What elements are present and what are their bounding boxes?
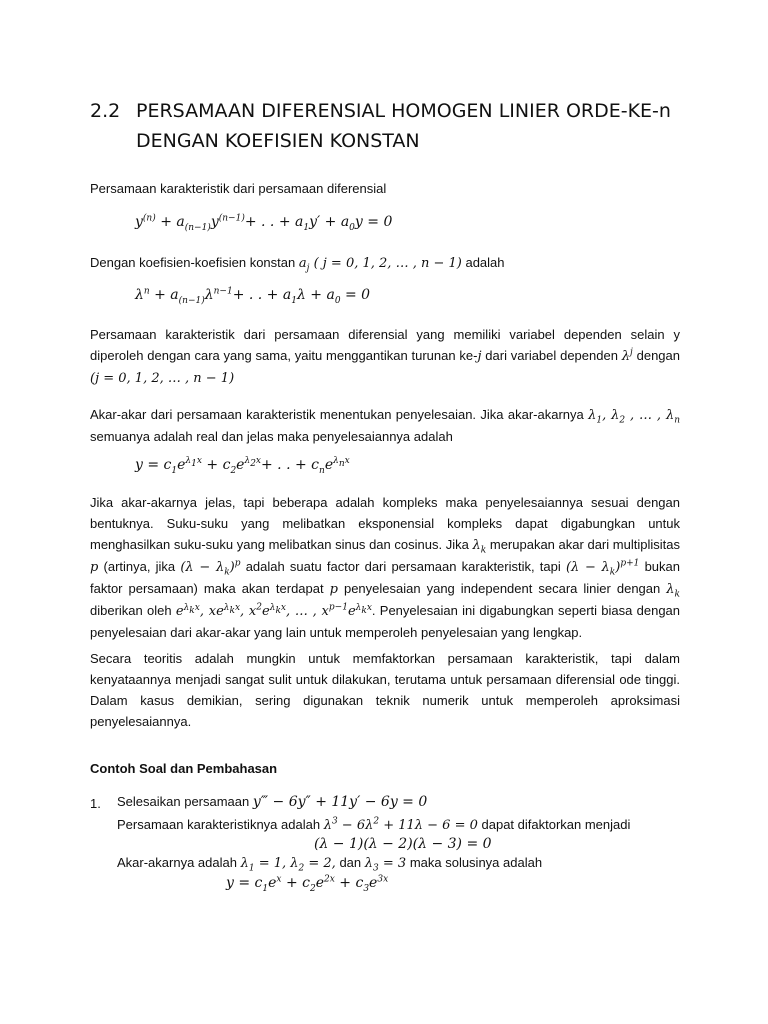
- text-p2b: adalah: [465, 255, 505, 270]
- equation-example-factored: (λ − 1)(λ − 2)(λ − 3) = 0: [314, 836, 492, 852]
- math-factor-p: $(\lambda - \lambda_k)^p$: [180, 558, 241, 578]
- paragraph-dependent-variable: [90, 324, 680, 389]
- math-aj: $a_j$ ( j = 0, 1, 2, … , n − 1): [298, 256, 462, 274]
- text-example-line3: Akar-akarnya adalah: [117, 855, 237, 870]
- math-roots: $\lambda_1$, $\lambda_2$ , … , $\lambda_n$: [588, 408, 680, 426]
- text-p4b: semuanya adalah real dan jelas maka penyelesaiannya adalah: [90, 429, 453, 444]
- equation-ode: $y^{(n)} + a_{(n-1)}y^{(n-1)}+$ . . + $a_1y' + a_0y = 0$: [135, 213, 393, 233]
- equation-general-solution: $y = c_1e^{\lambda_1x} + c_2e^{\lambda_2x}+$ . . + $c_ne^{\lambda_nx}$: [135, 456, 350, 476]
- text-p3a: Persamaan karakteristik dari persamaan diferensial yang memiliki variabel dependen selain y diperoleh dengan cara yang sama, yaitu menggantikan turunan ke-: [90, 327, 680, 363]
- math-j: j: [477, 349, 482, 364]
- paragraph-numerical: Secara teoritis adalah mungkin untuk memfaktorkan persamaan karakteristik, tapi dalam kenyataannya menjadi sangat sulit untuk dilakukan, terutama untuk persamaan diferensial ode tinggi. Dalam kasus demikian, sering digunakan teknik numerik untuk memperoleh aproksimasi penyelesaiannya.: [90, 651, 680, 729]
- text-p3b: dari variabel dependen: [485, 348, 618, 363]
- text-p5e: bukan faktor persamaan) maka akan terdapat: [90, 559, 680, 596]
- example-number: 1.: [90, 796, 101, 811]
- text-p5d: adalah suatu factor dari persamaan karakteristik, tapi: [245, 559, 561, 574]
- math-example-char: $\lambda^3 - 6\lambda^2 + 11\lambda - 6 = 0$: [323, 816, 478, 833]
- example-line-1: [117, 794, 427, 810]
- math-factor-p1: $(\lambda - \lambda_k)^{p+1}$: [565, 558, 640, 578]
- text-p2a: Dengan koefisien-koefisien konstan: [90, 255, 296, 270]
- text-p5a: Jika akar-akarnya jelas, tapi beberapa adalah kompleks maka penyelesaiannya sesuai dengan bentuknya. Suku-suku yang melibatkan eksponensial kompleks dapat digabungkan untuk menghasilkan suku-suku yang melibatkan sinus dan cosinus. Jika: [90, 495, 680, 552]
- math-lambda-k: $\lambda_k$: [472, 538, 487, 556]
- text-p5h: . Penyelesaian ini digabungkan seperti biasa dengan penyelesaian dari akar-akar yang lain untuk memperoleh penyelesaian yang lengkap.: [90, 603, 681, 640]
- math-solution-terms: $e^{\lambda_kx}$, $xe^{\lambda_kx}$, $x^2e^{\lambda_kx}$, … , $x^{p-1}e^{\lambda_kx}$: [175, 602, 372, 619]
- text-example-line1: Selesaikan persamaan: [117, 794, 250, 809]
- text-example-line2b: dapat difaktorkan menjadi: [481, 817, 631, 832]
- math-example-roots12: $\lambda_1 = 1$, $\lambda_2 = 2$,: [240, 856, 336, 874]
- paragraph-coefficients: [90, 252, 680, 274]
- equation-example-solution: $y = c_1e^x + c_2e^{2x} + c_3e^{3x}$: [226, 874, 389, 894]
- math-j-range: (j = 0, 1, 2, … , n − 1): [90, 371, 235, 386]
- section-number: 2.2: [90, 100, 121, 122]
- paragraph-roots: [90, 404, 680, 447]
- equation-characteristic: $\lambda^n + a_{(n-1)}\lambda^{n-1}+$ . . + $a_1\lambda + a_0 = 0$: [135, 286, 371, 306]
- math-example-root3: $\lambda_3 = 3$: [364, 856, 407, 874]
- paragraph-complex-roots: [90, 492, 680, 643]
- text-p5c: (artinya, jika: [103, 559, 176, 574]
- math-p2: p: [329, 582, 338, 597]
- paragraph-intro: Persamaan karakteristik dari persamaan diferensial: [90, 181, 387, 196]
- text-example-line3c: maka solusinya adalah: [409, 855, 543, 870]
- text-p3c: dengan: [636, 348, 680, 363]
- text-p5g: diberikan oleh: [90, 603, 172, 618]
- text-example-line3b: dan: [339, 855, 362, 870]
- text-p4a: Akar-akar dari persamaan karakteristik menentukan penyelesaian. Jika akar-akarnya: [90, 407, 584, 422]
- text-example-line2a: Persamaan karakteristiknya adalah: [117, 817, 321, 832]
- example-line-2: [117, 817, 630, 833]
- text-p5b: merupakan akar dari multiplisitas: [489, 537, 680, 552]
- section-title: PERSAMAAN DIFERENSIAL HOMOGEN LINIER ORDE-KE-n DENGAN KOEFISIEN KONSTAN: [136, 100, 671, 152]
- section-heading: [90, 96, 690, 156]
- text-p5f: penyelesaian yang independent secara linier dengan: [343, 581, 661, 596]
- math-p: p: [90, 560, 99, 575]
- example-section-title: Contoh Soal dan Pembahasan: [90, 761, 278, 776]
- math-lambda-j: $\lambda^j$: [621, 347, 633, 364]
- math-lambda-k2: $\lambda_k$: [666, 582, 680, 600]
- example-line-3: [117, 855, 543, 874]
- math-example-ode: y‴ − 6y″ + 11y′ − 6y = 0: [252, 794, 428, 810]
